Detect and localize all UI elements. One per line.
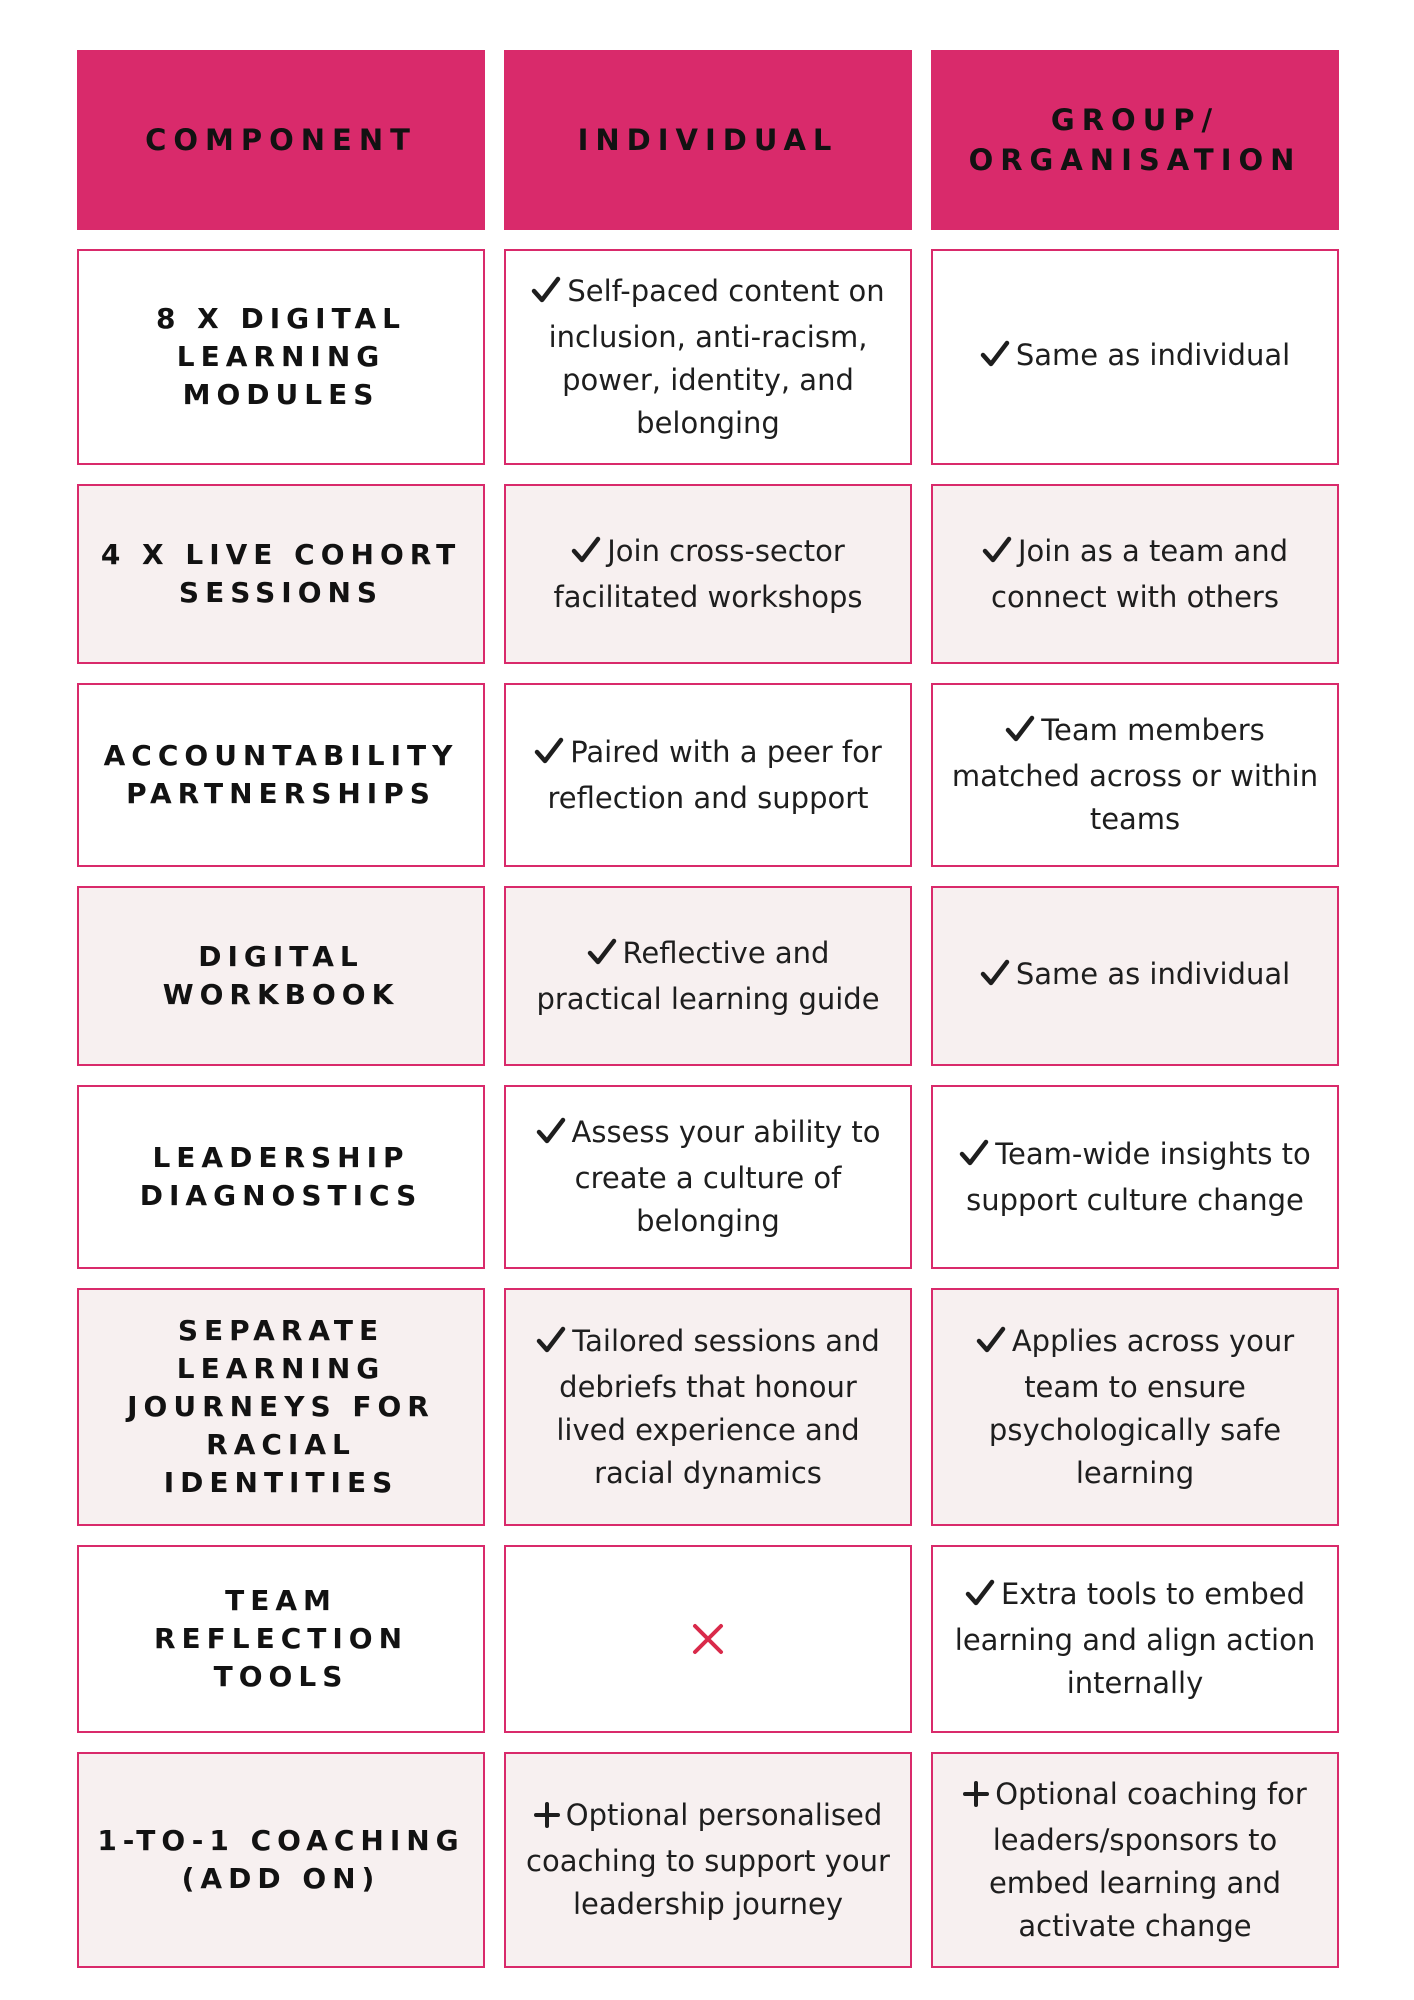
check-icon: [531, 273, 561, 316]
row-6-individual-cell: [504, 1288, 912, 1526]
row-5-component-cell: [77, 1085, 485, 1269]
cell-content: [980, 334, 1290, 380]
row-1-component-cell: [77, 249, 485, 465]
plus-icon: [963, 1776, 989, 1819]
row-3-individual-cell: [504, 683, 912, 867]
cell-content: [951, 1133, 1319, 1222]
header-component: [77, 50, 485, 230]
row-5-component-label: LEADERSHIP DIAGNOSTICS: [139, 1141, 423, 1212]
cell-content: [524, 1794, 892, 1926]
row-8-component-cell: [77, 1752, 485, 1968]
check-icon: [980, 337, 1010, 380]
row-5-group-text: Team-wide insights to support culture change: [966, 1136, 1311, 1217]
check-icon: [1005, 712, 1035, 755]
cell-content: [951, 530, 1319, 619]
comparison-table: [77, 50, 1339, 1968]
row-8-component-label: 1-TO-1 COACHING (ADD ON): [97, 1824, 465, 1895]
cell-content: [524, 731, 892, 820]
header-individual: [504, 50, 912, 230]
row-4-group-text: Same as individual: [1015, 957, 1291, 991]
row-3-component-cell: [77, 683, 485, 867]
header-individual-label: INDIVIDUAL: [577, 123, 839, 157]
cell-content: [524, 530, 892, 619]
row-1-individual-text: Self-paced content on inclusion, anti-racism, power, identity, and belonging: [548, 273, 885, 440]
cell-content: [951, 1320, 1319, 1495]
check-icon: [976, 1323, 1006, 1366]
check-icon: [534, 734, 564, 777]
cell-content: [524, 1320, 892, 1495]
header-group: [931, 50, 1339, 230]
row-1-component-label: 8 X DIGITAL LEARNING MODULES: [155, 302, 407, 411]
check-icon: [587, 935, 617, 978]
check-icon: [982, 533, 1012, 576]
row-2-group-cell: [931, 484, 1339, 664]
row-2-component-label: 4 X LIVE COHORT SESSIONS: [100, 538, 462, 609]
cell-content: [524, 1111, 892, 1243]
row-2-individual-cell: [504, 484, 912, 664]
row-5-group-cell: [931, 1085, 1339, 1269]
check-icon: [536, 1323, 566, 1366]
row-6-group-cell: [931, 1288, 1339, 1526]
row-1-group-text: Same as individual: [1015, 338, 1291, 372]
row-7-group-cell: [931, 1545, 1339, 1733]
row-4-individual-text: Reflective and practical learning guide: [536, 935, 880, 1016]
cross-icon: [691, 1622, 725, 1656]
check-icon: [980, 956, 1010, 999]
row-6-group-text: Applies across your team to ensure psychologically safe learning: [988, 1323, 1295, 1490]
row-7-component-label: TEAM REFLECTION TOOLS: [153, 1584, 409, 1693]
row-4-component-cell: [77, 886, 485, 1066]
row-3-group-cell: [931, 683, 1339, 867]
cell-content: [980, 953, 1290, 999]
row-8-individual-text: Optional personalised coaching to support your leadership journey: [526, 1798, 890, 1921]
row-2-component-cell: [77, 484, 485, 664]
check-icon: [959, 1136, 989, 1179]
row-7-component-cell: [77, 1545, 485, 1733]
cell-content: [951, 1773, 1319, 1948]
cell-content: [951, 1573, 1319, 1705]
row-7-individual-cell: [504, 1545, 912, 1733]
plus-icon: [534, 1797, 560, 1840]
row-6-individual-text: Tailored sessions and debriefs that honour lived experience and racial dynamics: [556, 1323, 880, 1490]
row-3-individual-text: Paired with a peer for reflection and support: [547, 734, 882, 815]
row-8-individual-cell: [504, 1752, 912, 1968]
row-3-component-label: ACCOUNTABILITY PARTNERSHIPS: [103, 739, 459, 810]
cell-content: [951, 709, 1319, 841]
check-icon: [536, 1114, 566, 1157]
row-6-component-cell: [77, 1288, 485, 1526]
row-4-component-label: DIGITAL WORKBOOK: [162, 940, 400, 1011]
row-4-group-cell: [931, 886, 1339, 1066]
cell-content: [524, 270, 892, 445]
row-8-group-text: Optional coaching for leaders/sponsors to embed learning and activate change: [988, 1776, 1307, 1943]
row-8-group-cell: [931, 1752, 1339, 1968]
row-4-individual-cell: [504, 886, 912, 1066]
row-1-individual-cell: [504, 249, 912, 465]
row-1-group-cell: [931, 249, 1339, 465]
row-2-group-text: Join as a team and connect with others: [991, 533, 1289, 614]
header-component-label: COMPONENT: [145, 123, 417, 157]
check-icon: [965, 1576, 995, 1619]
row-3-group-text: Team members matched across or within teams: [951, 713, 1319, 836]
row-7-group-text: Extra tools to embed learning and align action internally: [954, 1577, 1316, 1700]
row-6-component-label: SEPARATE LEARNING JOURNEYS FOR RACIAL IDENTITIES: [127, 1314, 435, 1499]
cell-content: [524, 932, 892, 1021]
row-5-individual-text: Assess your ability to create a culture of belonging: [571, 1115, 881, 1238]
row-2-individual-text: Join cross-sector facilitated workshops: [553, 533, 863, 614]
check-icon: [571, 533, 601, 576]
header-group-label: GROUP/ ORGANISATION: [968, 103, 1302, 177]
row-5-individual-cell: [504, 1085, 912, 1269]
